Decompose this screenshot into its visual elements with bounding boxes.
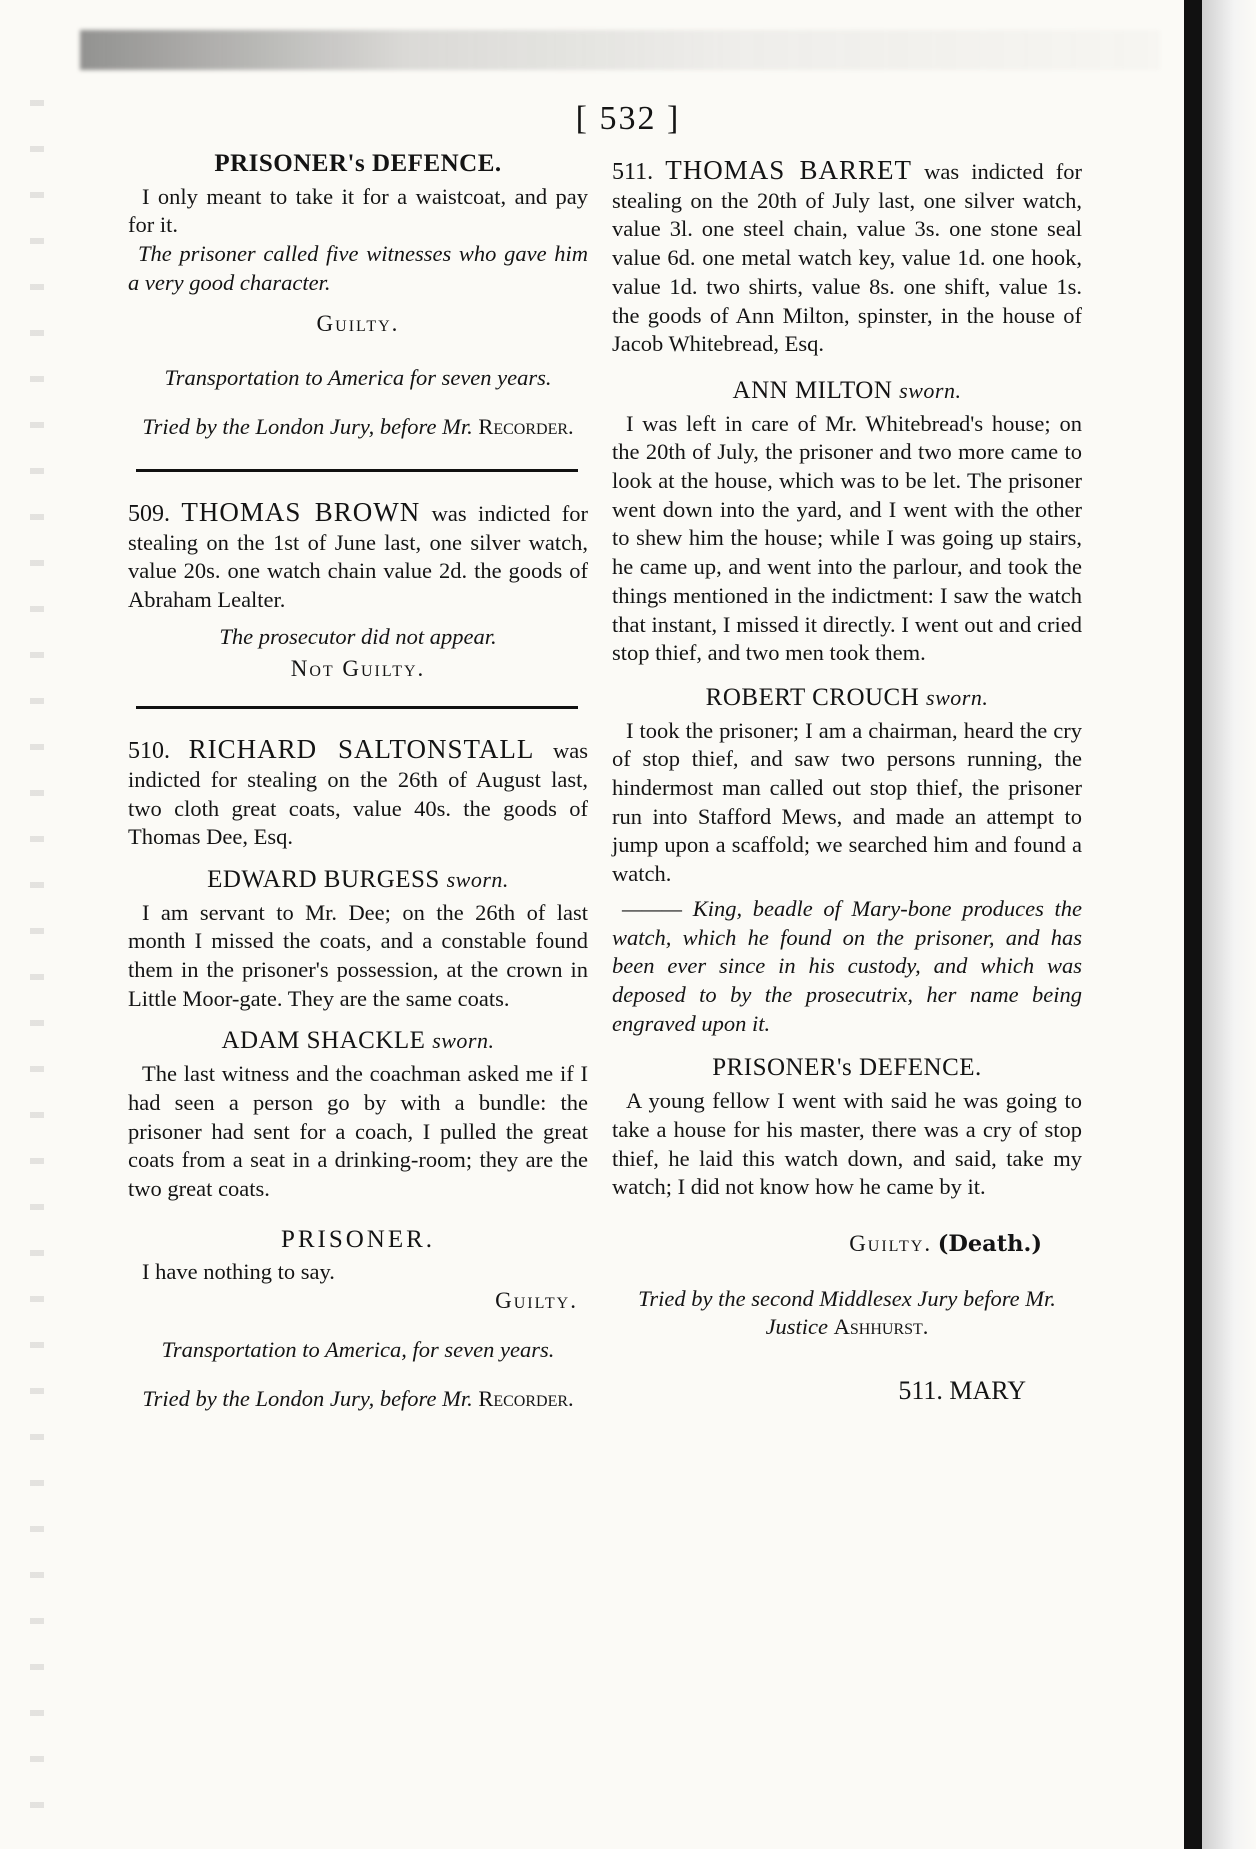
- case-text: was indicted for stealing on the 26th of August last, two cloth great coats, value 40s. the goods of Thomas Dee, Esq.: [128, 738, 589, 850]
- sworn-label: sworn.: [899, 377, 962, 403]
- case-509: [128, 498, 588, 615]
- verdict-510: Guilty.: [495, 1288, 578, 1314]
- beadle-note: ——— King, beadle of Mary-bone produces the watch, which he found on the prisoner, and has been ever since in his custody, and which was deposed to by the prosecutrix, her name being engraved upon it.: [612, 895, 1082, 1036]
- left-column: [128, 150, 588, 1423]
- tried-title: Recorder.: [478, 413, 574, 439]
- witness-name: ANN MILTON: [732, 376, 893, 404]
- tried-note: [128, 1385, 588, 1413]
- witness-heading: [612, 684, 1082, 713]
- tried-note: [612, 1285, 1082, 1341]
- witness-heading: [128, 1027, 588, 1056]
- tried-title: Recorder.: [478, 1385, 574, 1411]
- witness-note: The prisoner called five witnesses who gave him a very good character.: [128, 241, 588, 295]
- tried-prefix: Tried by the London Jury, before Mr.: [142, 1385, 473, 1411]
- prisoner-statement: I have nothing to say.: [142, 1259, 335, 1285]
- case-number: 510.: [128, 738, 170, 765]
- sentence-510: Transportation to America, for seven years.: [161, 1336, 555, 1362]
- tried-judge: Ashhurst.: [833, 1313, 929, 1339]
- defence-text: I only meant to take it for a waistcoat, and pay for it.: [128, 183, 588, 238]
- case-510: [128, 735, 588, 852]
- verdict-line: [612, 1230, 1042, 1259]
- page-number: [ 532 ]: [575, 100, 681, 137]
- scan-binding-edge: [1184, 0, 1202, 1849]
- witness-testimony: I took the prisoner; I am a chairman, heard the cry of stop thief, and saw two persons running, the hindermost man called out stop thief, the prisoner run into Stafford Mews, and made an attempt to jump upon a scaffold; we searched him and found a watch.: [612, 717, 1082, 887]
- section-divider: [136, 469, 578, 472]
- death-sentence: (Death.): [937, 1230, 1042, 1257]
- witness-name: ADAM SHACKLE: [221, 1027, 426, 1055]
- verdict: Guilty.: [849, 1230, 933, 1256]
- tried-prefix: Tried by the London Jury, before Mr.: [142, 413, 473, 439]
- tried-note: [128, 413, 588, 441]
- sworn-label: sworn.: [926, 684, 989, 710]
- verdict-509: Not Guilty.: [290, 656, 426, 682]
- defence-heading: PRISONER's DEFENCE.: [712, 1054, 982, 1082]
- case-text: was indicted for stealing on the 20th of July last, one silver watch, value 3l. one steel chain, value 3s. one stone seal value 6d. one metal watch key, value 1d. one hook, value 1d. two shirts, value 8s. one shift, value 1s. the goods of Ann Milton, spinster, in the house of Jacob Whitebread, Esq.: [612, 159, 1083, 357]
- defence-heading: PRISONER's DEFENCE.: [214, 150, 502, 177]
- scan-margin-right: [1202, 0, 1256, 1849]
- tried-prefix: Tried by the second Middlesex Jury before Mr. Justice: [638, 1285, 1056, 1339]
- witness-heading: [612, 377, 1082, 406]
- case-number: 509.: [128, 500, 170, 527]
- witness-name: ROBERT CROUCH: [705, 683, 920, 711]
- witness-heading: [128, 866, 588, 895]
- defendant-name: THOMAS BROWN: [181, 496, 421, 527]
- catchword: 511. MARY: [898, 1375, 1026, 1405]
- defence-text: A young fellow I went with said he was going to take a house for his master, there was a cry of stop thief, he laid this watch down, and said, take my watch; I did not know how he came by it.: [612, 1088, 1082, 1200]
- right-column: [612, 150, 1082, 1405]
- verdict: Guilty.: [316, 310, 400, 336]
- defendant-name: RICHARD SALTONSTALL: [188, 734, 535, 765]
- defendant-name: THOMAS BARRET: [665, 155, 912, 185]
- prosecutor-note: The prosecutor did not appear.: [219, 623, 497, 649]
- sentence: Transportation to America for seven years.: [164, 365, 552, 391]
- scan-shadow-top: [80, 30, 1160, 70]
- section-divider: [136, 706, 578, 709]
- witness-testimony: The last witness and the coachman asked me if I had seen a person go by with a bundle: the prisoner had sent for a coach, I pulled the great coats from a seat in a drinking-room; they are the two great coats.: [128, 1061, 588, 1201]
- case-number: 511.: [612, 159, 654, 185]
- witness-testimony: I am servant to Mr. Dee; on the 26th of last month I missed the coats, and a constable found them in the prisoner's possession, at the crown in Little Moor-gate. They are the same coats.: [128, 899, 588, 1011]
- witness-testimony: I was left in care of Mr. Whitebread's house; on the 20th of July, the prisoner and two more came to look at the house, which was to be let. The prisoner went down into the yard, and I went with the other to shew him the house; while I was going up stairs, he came up, and went into the parlour, and took the things mentioned in the indictment: I saw the watch that instant, I missed it directly. I went out and cried stop thief, and two men took them.: [612, 410, 1082, 666]
- case-text: was indicted for stealing on the 1st of June last, one silver watch, value 20s. one watch chain value 2d. the goods of Abraham Lealter.: [128, 500, 588, 613]
- prisoner-heading: PRISONER.: [280, 1225, 436, 1253]
- scan-shadow-left: [30, 60, 44, 1840]
- witness-name: EDWARD BURGESS: [207, 865, 440, 893]
- case-511: [612, 156, 1082, 359]
- sworn-label: sworn.: [432, 1028, 495, 1054]
- sworn-label: sworn.: [446, 866, 509, 892]
